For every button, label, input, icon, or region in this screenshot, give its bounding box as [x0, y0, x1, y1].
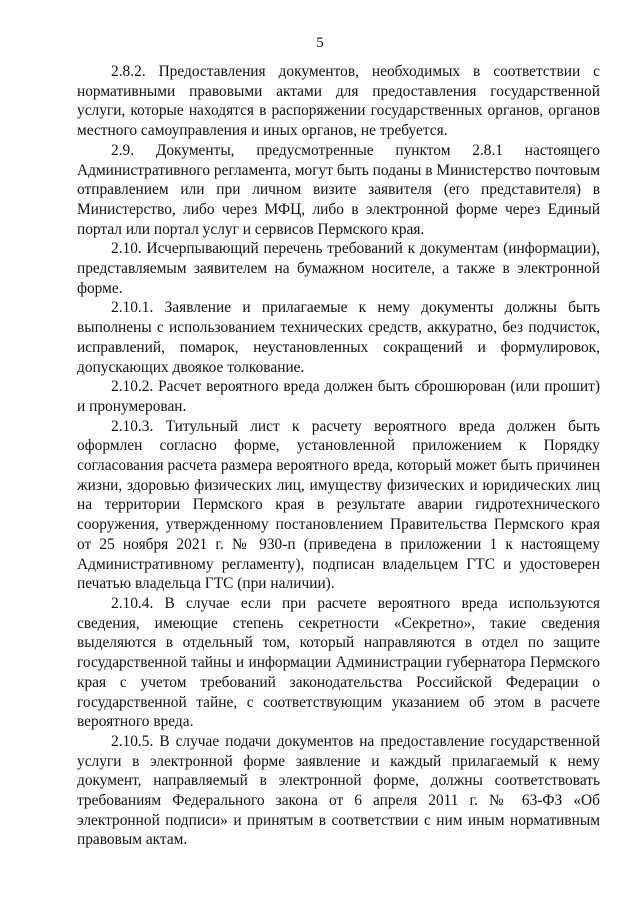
paragraph-2-10-1: 2.10.1. Заявление и прилагаемые к нему документы должны быть выполнены с использованием технических средств, аккуратно, без подчисток, исправлений, помарок, неустановленных сокращений и формулировок, допускающих двоякое толкование.: [77, 299, 600, 376]
document-body: [77, 62, 600, 850]
paragraph-2-10-4: 2.10.4. В случае если при расчете вероятного вреда используются сведения, имеющие степень секретности «Секретно», такие сведения выделяются в отдельный том, который направляются в отдел по защите государственной тайны и информации Администрации губернатора Пермского края с учетом требований законодательства Российской Федерации о государственной тайне, с соответствующим указанием об этом в расчете вероятного вреда.: [77, 594, 600, 731]
paragraph-2-10-2: 2.10.2. Расчет вероятного вреда должен быть сброшюрован (или прошит) и пронумерован.: [77, 378, 600, 415]
paragraph-2-9: 2.9. Документы, предусмотренные пунктом 2.8.1 настоящего Административного регламента, могут быть поданы в Министерство почтовым отправлением или при личном визите заявителя (его представителя) в Министерство, либо через МФЦ, либо в электронной форме через Единый портал или портал услуг и сервисов Пермского края.: [77, 141, 600, 238]
paragraph-2-10: 2.10. Исчерпывающий перечень требований к документам (информации), представляемым заявителем на бумажном носителе, а также в электронной форме.: [77, 240, 600, 297]
page-number: 5: [316, 35, 324, 51]
paragraph-2-8-2: 2.8.2. Предоставления документов, необходимых в соответствии с нормативными правовыми актами для предоставления государственной услуги, которые находятся в распоряжении государственных органов, органов местного самоуправления и иных органов, не требуется.: [77, 63, 600, 140]
paragraph-2-10-5: 2.10.5. В случае подачи документов на предоставление государственной услуги в электронной форме заявление и каждый прилагаемый к нему документ, направляемый в электронной форме, должны соответствовать требованиям Федерального закона от 6 апреля 2011 г. № 63-ФЗ «Об электронной подписи» и принятым в соответствии с ним иным нормативным правовым актам.: [77, 732, 600, 849]
paragraph-2-10-3: 2.10.3. Титульный лист к расчету вероятного вреда должен быть оформлен согласно форме, установленной приложением к Порядку согласования расчета размера вероятного вреда, который может быть причинен жизни, здоровью физических лиц, имуществу физических и юридических лиц на территории Пермского края в результате аварии гидротехнического сооружения, утвержденному постановлением Правительства Пермского края от 25 ноября 2021 г. № 930-п (приведена в приложении 1 к настоящему Административному регламенту), подписан владельцем ГТС и удостоверен печатью владельца ГТС (при наличии).: [77, 417, 600, 593]
